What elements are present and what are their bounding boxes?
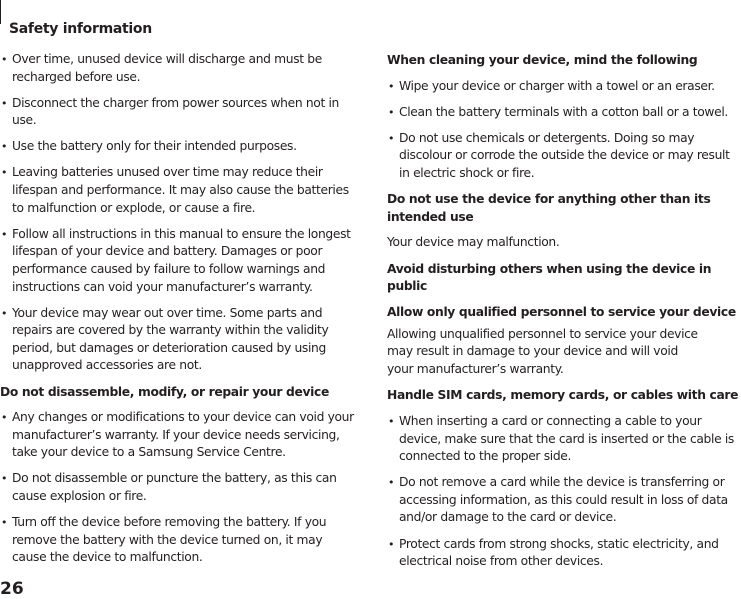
page-number: 26: [0, 579, 24, 599]
disassemble-heading: Do not disassemble, modify, or repair your device: [0, 384, 329, 399]
disturbing-heading: Avoid disturbing others when using the device in public: [387, 261, 712, 294]
list-item: • Protect cards from strong shocks, static electricity, and electrical noise from other devices.: [387, 536, 741, 571]
qualified-text: Allowing unqualified personnel to service your device may result in damage to your device and will void your manufacturer’s warranty.: [387, 326, 698, 376]
sim-heading: Handle SIM cards, memory cards, or cables with care: [387, 388, 739, 403]
right-column: [387, 51, 741, 579]
section-title: Safety information: [9, 21, 152, 37]
list-item: • Any changes or modifications to your device can void your manufacturer’s warranty. If your device needs servicing, take your device to a Samsung Service Centre.: [0, 409, 356, 462]
intended-use-text: Your device may malfunction.: [387, 235, 560, 250]
sim-bullet-list: [387, 413, 741, 571]
battery-bullet-list: [0, 51, 356, 375]
section-divider: [0, 0, 1, 24]
cleaning-heading: When cleaning your device, mind the following: [387, 53, 698, 67]
list-item: • Clean the battery terminals with a cotton ball or a towel.: [387, 104, 741, 122]
list-item: • Follow all instructions in this manual to ensure the longest lifespan of your device and battery. Damages or poor performance caused by failure to follow warnings and instructions can void your manufacturer’s warranty.: [0, 226, 356, 296]
list-item: • Turn off the device before removing the battery. If you remove the battery with the device turned on, it may cause the device to malfunction.: [0, 514, 356, 567]
list-item: • Leaving batteries unused over time may reduce their lifespan and performance. It may also cause the batteries to malfunction or explode, or cause a fire.: [0, 164, 356, 217]
cleaning-bullet-list: [387, 78, 741, 183]
list-item: • Wipe your device or charger with a towel or an eraser.: [387, 78, 741, 96]
list-item: • When inserting a card or connecting a cable to your device, make sure that the card is inserted or the cable is connected to the proper side.: [387, 413, 741, 466]
list-item: • Do not remove a card while the device is transferring or accessing information, as this could result in loss of data and/or damage to the card or device.: [387, 474, 741, 527]
list-item: • Disconnect the charger from power sources when not in use.: [0, 95, 356, 130]
list-item: • Do not use chemicals or detergents. Doing so may discolour or corrode the outside the device or may result in electric shock or fire.: [387, 130, 741, 183]
list-item: • Use the battery only for their intended purposes.: [0, 138, 356, 156]
list-item: • Over time, unused device will discharge and must be recharged before use.: [0, 51, 356, 86]
list-item: • Do not disassemble or puncture the battery, as this can cause explosion or fire.: [0, 470, 356, 505]
left-column: [0, 51, 356, 575]
intended-use-heading: Do not use the device for anything other than its intended use: [387, 192, 711, 224]
disassemble-bullet-list: [0, 409, 356, 567]
qualified-heading: Allow only qualified personnel to service your device: [387, 305, 736, 320]
list-item: • Your device may wear out over time. Some parts and repairs are covered by the warranty within the validity period, but damages or deterioration caused by using unapproved accessories are not.: [0, 305, 356, 375]
